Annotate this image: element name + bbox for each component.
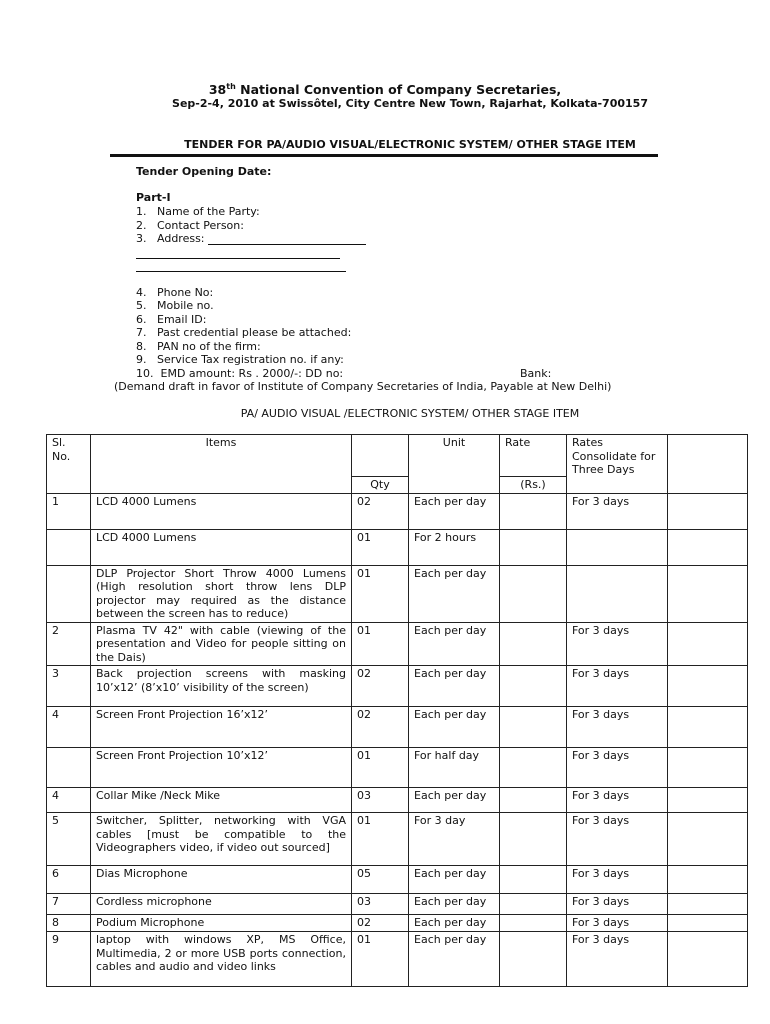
ordinal: 38: [208, 82, 227, 98]
cell-rate: [500, 748, 567, 788]
field-emd-amount: [136, 367, 343, 380]
cell-rate: [500, 932, 567, 987]
title-underline: [110, 154, 658, 157]
cell-sl: 2: [47, 622, 91, 666]
cell-sl: 7: [47, 894, 91, 915]
header-rate: Rate: [500, 435, 567, 477]
cell-blank: [668, 622, 748, 666]
header-qty-blank: [352, 435, 409, 477]
cell-sl: [47, 748, 91, 788]
table-row: [47, 622, 748, 666]
cell-qty: 01: [352, 748, 409, 788]
field-label: Contact Person:: [157, 219, 244, 232]
cell-item: Dias Microphone: [91, 866, 352, 894]
cell-qty: 05: [352, 866, 409, 894]
cell-rate: [500, 866, 567, 894]
field-contact-person: [136, 219, 244, 232]
cell-item: Screen Front Projection 16’x12’: [91, 707, 352, 748]
cell-unit: Each per day: [409, 932, 500, 987]
cell-sl: 6: [47, 866, 91, 894]
cell-unit: Each per day: [409, 894, 500, 915]
cell-rate: [500, 915, 567, 932]
table-row: [47, 707, 748, 748]
field-label: Address:: [157, 232, 205, 245]
cell-rate: [500, 707, 567, 748]
cell-rate: [500, 666, 567, 707]
field-number: 1.: [136, 205, 147, 218]
cell-blank: [668, 565, 748, 622]
cell-item: DLP Projector Short Throw 4000 Lumens (High resolution short throw lens DLP projector may required as the distance between the screen has to reduce): [91, 565, 352, 622]
cell-days: For 3 days: [567, 915, 668, 932]
cell-sl: 4: [47, 707, 91, 748]
cell-blank: [668, 707, 748, 748]
table-row: [47, 748, 748, 788]
ordinal-suffix: th: [226, 82, 236, 91]
cell-sl: 8: [47, 915, 91, 932]
cell-blank: [668, 529, 748, 565]
cell-item: Screen Front Projection 10’x12’: [91, 748, 352, 788]
cell-blank: [668, 813, 748, 866]
cell-unit: Each per day: [409, 493, 500, 529]
cell-days: For 3 days: [567, 748, 668, 788]
table-header-row: [47, 435, 748, 477]
cell-blank: [668, 894, 748, 915]
cell-rate: [500, 622, 567, 666]
cell-rate: [500, 788, 567, 813]
table-row: [47, 565, 748, 622]
cell-qty: 02: [352, 493, 409, 529]
cell-item: Back projection screens with masking 10’x12’ (8’x10’ visibility of the screen): [91, 666, 352, 707]
cell-sl: 5: [47, 813, 91, 866]
cell-blank: [668, 666, 748, 707]
cell-days: For 3 days: [567, 894, 668, 915]
convention-title: [0, 82, 770, 97]
items-table: [46, 434, 748, 987]
cell-qty: 02: [352, 666, 409, 707]
cell-item: LCD 4000 Lumens: [91, 529, 352, 565]
cell-sl: 9: [47, 932, 91, 987]
cell-item: Cordless microphone: [91, 894, 352, 915]
demand-draft-note: (Demand draft in favor of Institute of Company Secretaries of India, Payable at New Delhi): [114, 380, 612, 393]
header-rates-consolidated: Rates Consolidate for Three Days: [567, 435, 668, 494]
cell-rate: [500, 813, 567, 866]
cell-unit: For half day: [409, 748, 500, 788]
field-number: 8.: [136, 340, 147, 353]
field-mobile: [136, 299, 214, 312]
cell-days: For 3 days: [567, 666, 668, 707]
table-row: [47, 894, 748, 915]
cell-item: Switcher, Splitter, networking with VGA cables [must be compatible to the Videographers video, if video out sourced]: [91, 813, 352, 866]
cell-days: For 3 days: [567, 707, 668, 748]
cell-rate: [500, 565, 567, 622]
header-extra-blank: [668, 435, 748, 494]
field-label: Past credential please be attached:: [157, 326, 352, 339]
cell-unit: Each per day: [409, 915, 500, 932]
field-number: 9.: [136, 353, 147, 366]
table-row: [47, 529, 748, 565]
field-past-credential: [136, 326, 351, 339]
header-sl-no: Sl. No.: [47, 435, 91, 494]
cell-days: [567, 565, 668, 622]
table-row: [47, 866, 748, 894]
table-row: [47, 932, 748, 987]
cell-qty: 01: [352, 932, 409, 987]
header-items: Items: [91, 435, 352, 494]
cell-qty: 01: [352, 622, 409, 666]
cell-sl: 3: [47, 666, 91, 707]
cell-qty: 03: [352, 788, 409, 813]
cell-qty: 03: [352, 894, 409, 915]
cell-item: Plasma TV 42" with cable (viewing of the presentation and Video for people sitting on the Dais): [91, 622, 352, 666]
cell-days: For 3 days: [567, 622, 668, 666]
field-label: PAN no of the firm:: [157, 340, 261, 353]
field-email: [136, 313, 206, 326]
cell-qty: 01: [352, 813, 409, 866]
field-number: 5.: [136, 299, 147, 312]
cell-unit: Each per day: [409, 622, 500, 666]
cell-sl: 1: [47, 493, 91, 529]
field-label: Email ID:: [157, 313, 207, 326]
field-number: 7.: [136, 326, 147, 339]
cell-days: For 3 days: [567, 788, 668, 813]
cell-blank: [668, 788, 748, 813]
header-rate-unit: (Rs.): [500, 477, 567, 494]
table-row: [47, 666, 748, 707]
section-title: PA/ AUDIO VISUAL /ELECTRONIC SYSTEM/ OTHER STAGE ITEM: [240, 407, 580, 420]
cell-blank: [668, 915, 748, 932]
cell-rate: [500, 894, 567, 915]
cell-days: For 3 days: [567, 866, 668, 894]
cell-unit: Each per day: [409, 707, 500, 748]
field-service-tax: [136, 353, 344, 366]
header-unit: Unit: [409, 435, 500, 494]
cell-unit: For 3 day: [409, 813, 500, 866]
cell-days: For 3 days: [567, 493, 668, 529]
field-name-of-party: [136, 205, 260, 218]
tender-title: TENDER FOR PA/AUDIO VISUAL/ELECTRONIC SYSTEM/ OTHER STAGE ITEM: [184, 138, 636, 151]
cell-unit: Each per day: [409, 666, 500, 707]
convention-subtitle: Sep-2-4, 2010 at Swissôtel, City Centre New Town, Rajarhat, Kolkata-700157: [172, 97, 648, 110]
header-qty: Qty: [352, 477, 409, 494]
field-number: 4.: [136, 286, 147, 299]
field-number: 10.: [136, 367, 154, 380]
cell-blank: [668, 493, 748, 529]
field-label: Phone No:: [157, 286, 214, 299]
cell-item: laptop with windows XP, MS Office, Multimedia, 2 or more USB ports connection, cables and audio and video links: [91, 932, 352, 987]
cell-unit: Each per day: [409, 866, 500, 894]
table-row: [47, 493, 748, 529]
cell-sl: [47, 565, 91, 622]
cell-rate: [500, 493, 567, 529]
cell-rate: [500, 529, 567, 565]
cell-blank: [668, 866, 748, 894]
cell-item: Podium Microphone: [91, 915, 352, 932]
table-row: [47, 813, 748, 866]
table-row: [47, 788, 748, 813]
cell-unit: For 2 hours: [409, 529, 500, 565]
cell-item: LCD 4000 Lumens: [91, 493, 352, 529]
cell-qty: 02: [352, 707, 409, 748]
address-blank-line-2: [136, 258, 340, 259]
cell-sl: 4: [47, 788, 91, 813]
tender-opening-date-label: Tender Opening Date:: [136, 165, 272, 178]
field-pan: [136, 340, 261, 353]
field-number: 6.: [136, 313, 147, 326]
address-blank-line-3: [136, 271, 346, 272]
cell-blank: [668, 748, 748, 788]
cell-qty: 01: [352, 529, 409, 565]
field-phone: [136, 286, 213, 299]
field-label: Name of the Party:: [157, 205, 260, 218]
cell-qty: 02: [352, 915, 409, 932]
cell-days: For 3 days: [567, 813, 668, 866]
cell-days: For 3 days: [567, 932, 668, 987]
field-label: EMD amount: Rs . 2000/-: DD no:: [160, 367, 344, 380]
cell-sl: [47, 529, 91, 565]
field-label: Service Tax registration no. if any:: [157, 353, 344, 366]
bank-label: Bank:: [520, 367, 552, 380]
field-number: 3.: [136, 232, 147, 245]
cell-qty: 01: [352, 565, 409, 622]
field-address: [136, 232, 205, 245]
field-label: Mobile no.: [157, 299, 214, 312]
title-rest: National Convention of Company Secretaries,: [235, 82, 562, 98]
cell-days: [567, 529, 668, 565]
table-row: [47, 915, 748, 932]
cell-unit: Each per day: [409, 565, 500, 622]
cell-blank: [668, 932, 748, 987]
cell-unit: Each per day: [409, 788, 500, 813]
part-label: Part-I: [136, 191, 171, 204]
field-number: 2.: [136, 219, 147, 232]
cell-item: Collar Mike /Neck Mike: [91, 788, 352, 813]
address-blank-line-1: [208, 244, 366, 245]
